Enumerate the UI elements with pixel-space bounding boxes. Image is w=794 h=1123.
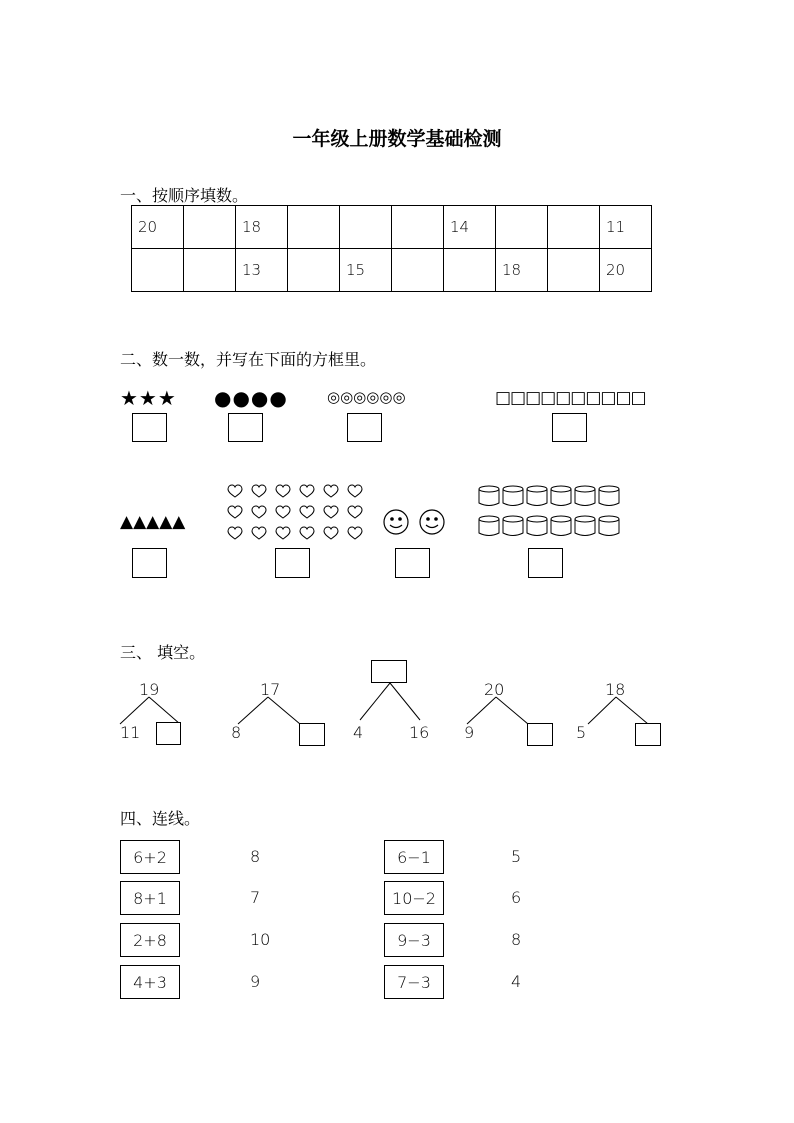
tree-answer-box[interactable] — [635, 723, 661, 746]
tree-answer-box[interactable] — [371, 660, 407, 683]
expression-box[interactable]: 7−3 — [384, 965, 444, 999]
answer-number[interactable]: 9 — [250, 972, 261, 991]
tree-left-number: 5 — [576, 723, 587, 742]
tree-right-number: 16 — [409, 723, 430, 742]
section2-heading: 二、数一数，并写在下面的方框里。 — [120, 350, 377, 369]
tree-left-number: 11 — [120, 723, 141, 742]
double-circles-group: ◎◎◎◎◎◎ — [327, 388, 406, 406]
grid-cell[interactable]: 20 — [600, 249, 652, 292]
grid-cell[interactable]: 14 — [444, 206, 496, 249]
expression-box[interactable]: 9−3 — [384, 923, 444, 957]
triangles-group: ▲▲▲▲▲ — [120, 512, 186, 532]
expression-box[interactable]: 8+1 — [120, 881, 180, 915]
expression-box[interactable]: 2+8 — [120, 923, 180, 957]
tree-top-number: 18 — [605, 680, 626, 699]
grid-cell[interactable]: 11 — [600, 206, 652, 249]
expression-box[interactable]: 10−2 — [384, 881, 444, 915]
grid-cell[interactable]: 15 — [340, 249, 392, 292]
section1-heading: 一、按顺序填数。 — [120, 186, 249, 205]
answer-number[interactable]: 4 — [511, 972, 522, 991]
answer-number[interactable]: 7 — [250, 888, 261, 907]
stars-group: ★★★ — [120, 386, 177, 410]
grid-cell[interactable]: 18 — [496, 249, 548, 292]
tree-top-number: 20 — [484, 680, 505, 699]
tree-top-number: 19 — [139, 680, 160, 699]
answer-number[interactable]: 8 — [511, 930, 522, 949]
grid-cell[interactable]: 20 — [132, 206, 184, 249]
expression-box[interactable]: 6−1 — [384, 840, 444, 874]
tree-answer-box[interactable] — [299, 723, 325, 746]
answer-number[interactable]: 6 — [511, 888, 522, 907]
squares-group: □□□□□□□□□□ — [495, 388, 646, 408]
grid-cell[interactable]: 18 — [236, 206, 288, 249]
expression-box[interactable]: 4+3 — [120, 965, 180, 999]
section4-heading: 四、连线。 — [120, 809, 201, 828]
tree-left-number: 9 — [464, 723, 475, 742]
section3-heading: 三、 填空。 — [120, 643, 206, 662]
answer-number[interactable]: 10 — [250, 930, 271, 949]
answer-number[interactable]: 5 — [511, 847, 522, 866]
page-title: 一年级上册数学基础检测 — [292, 128, 502, 150]
tree-left-number: 8 — [231, 723, 242, 742]
tree-left-number: 4 — [353, 723, 364, 742]
grid-cell[interactable]: 13 — [236, 249, 288, 292]
answer-number[interactable]: 8 — [250, 847, 261, 866]
tree-answer-box[interactable] — [156, 722, 181, 745]
expression-box[interactable]: 6+2 — [120, 840, 180, 874]
dots-group: ●●●● — [214, 386, 288, 410]
tree-top-number: 17 — [260, 680, 281, 699]
tree-answer-box[interactable] — [527, 723, 553, 746]
